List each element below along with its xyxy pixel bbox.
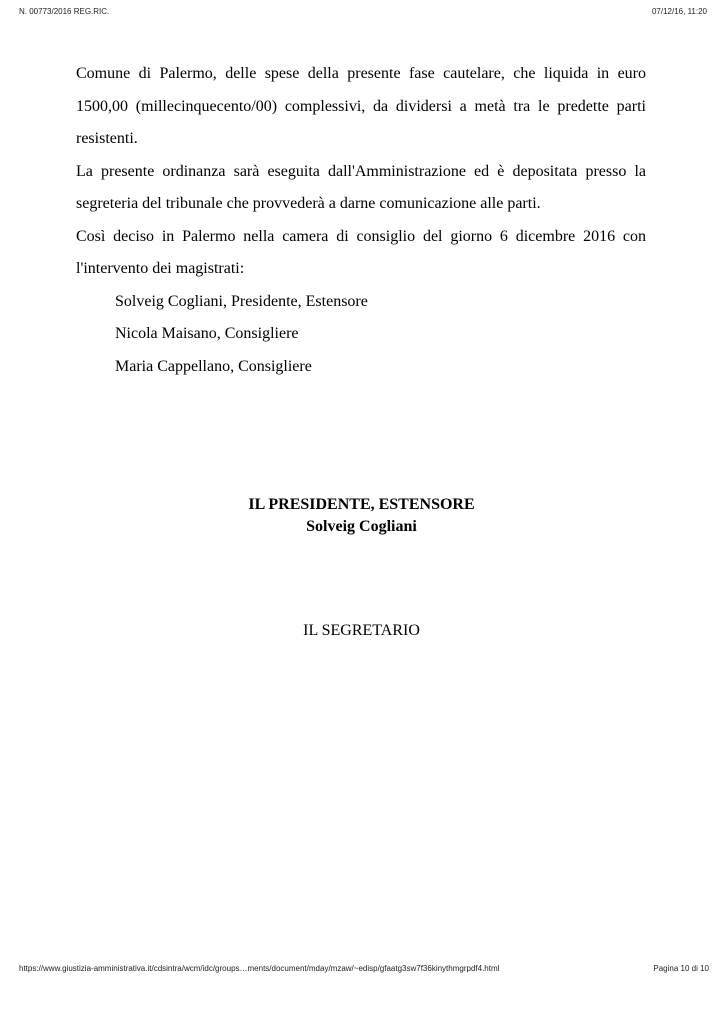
signature-role: IL PRESIDENTE, ESTENSORE bbox=[248, 496, 475, 513]
secretary-role: IL SEGRETARIO bbox=[303, 622, 420, 639]
secretary-signature-block bbox=[0, 620, 723, 642]
paragraph-costs: Comune di Palermo, delle spese della presente fase cautelare, che liquida in euro 1500,00 (millecinquecento/00) complessivi, da dividersi a metà tra le predette parti resistenti. bbox=[76, 65, 646, 147]
paragraph-decision: Così deciso in Palermo nella camera di consiglio del giorno 6 dicembre 2016 con l'intervento dei magistrati: bbox=[76, 227, 646, 277]
print-timestamp: 07/12/16, 11:20 bbox=[651, 7, 707, 16]
magistrates-list bbox=[76, 286, 646, 384]
president-signature-block bbox=[0, 494, 723, 538]
magistrate-councillor-1: Nicola Maisano, Consigliere bbox=[115, 325, 299, 342]
paragraph-execution: La presente ordinanza sarà eseguita dall'Amministrazione ed è depositata presso la segreteria del tribunale che provvederà a darne comunicazione alle parti. bbox=[76, 162, 646, 212]
signature-name: Solveig Cogliani bbox=[306, 518, 417, 535]
source-url: https://www.giustizia-amministrativa.it/cdsintra/wcm/idc/groups…ments/document/mday/mzaw/~edisp/gfaatg3sw7f36kinythmgrpdf4.html bbox=[19, 964, 500, 973]
document-body bbox=[76, 58, 646, 383]
page-indicator: Pagina 10 di 10 bbox=[653, 964, 709, 973]
case-number: N. 00773/2016 REG.RIC. bbox=[19, 7, 110, 16]
magistrate-councillor-2: Maria Cappellano, Consigliere bbox=[115, 357, 312, 375]
magistrate-president: Solveig Cogliani, Presidente, Estensore bbox=[115, 292, 368, 310]
